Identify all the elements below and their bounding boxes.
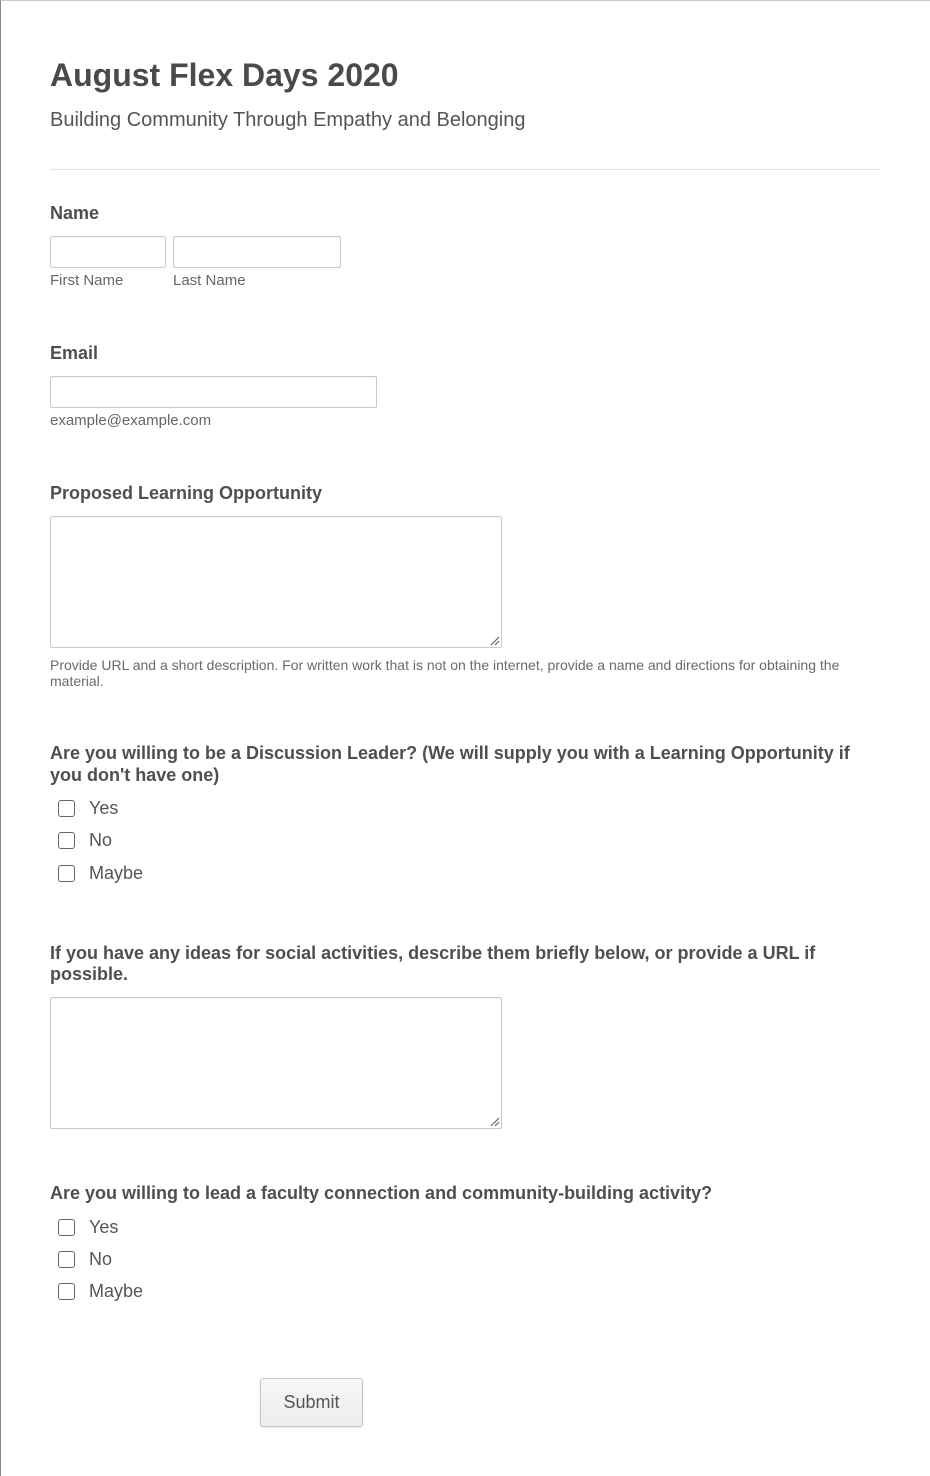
learning-opportunity-hint: Provide URL and a short description. For written work that is not on the internet, provide a name and directions for obtaining the material.	[50, 657, 840, 689]
lead-activity-label: Are you willing to lead a faculty connection and community-building activity?	[50, 1183, 713, 1203]
option-label: Yes	[89, 797, 119, 818]
option-label: No	[89, 1248, 113, 1269]
lead-activity-options	[50, 1215, 143, 1303]
lead-activity-option-no[interactable]	[50, 1247, 143, 1271]
discussion-leader-options	[50, 796, 143, 885]
discussion-leader-option-yes[interactable]	[50, 796, 143, 820]
option-label: Maybe	[89, 1280, 144, 1301]
checkbox-icon[interactable]	[58, 800, 75, 817]
lead-activity-option-maybe[interactable]	[50, 1279, 143, 1303]
checkbox-icon[interactable]	[58, 1283, 75, 1300]
last-name-input[interactable]	[173, 236, 341, 268]
resize-grip-icon[interactable]	[490, 1117, 500, 1127]
social-ideas-label: If you have any ideas for social activities, describe them briefly below, or provide a URL if possible.	[50, 943, 816, 984]
learning-opportunity-textarea[interactable]	[50, 516, 502, 648]
checkbox-icon[interactable]	[58, 1251, 75, 1268]
option-label: No	[89, 830, 113, 850]
resize-grip-icon[interactable]	[490, 636, 500, 646]
name-label: Name	[50, 203, 100, 223]
checkbox-icon[interactable]	[58, 1219, 75, 1236]
header-divider	[50, 169, 880, 170]
learning-opportunity-label: Proposed Learning Opportunity	[50, 483, 323, 503]
lead-activity-option-yes[interactable]	[50, 1215, 143, 1239]
email-sublabel: example@example.com	[50, 412, 212, 429]
social-ideas-textarea[interactable]	[50, 997, 502, 1129]
checkbox-icon[interactable]	[58, 832, 75, 849]
last-name-sublabel: Last Name	[173, 272, 246, 289]
discussion-leader-label: Are you willing to be a Discussion Leader? (We will supply you with a Learning Opportunity if you don't have one)	[50, 743, 850, 785]
form-title: August Flex Days 2020	[50, 57, 399, 93]
submit-button[interactable]: Submit	[260, 1378, 363, 1427]
email-input[interactable]	[50, 376, 377, 408]
first-name-sublabel: First Name	[50, 272, 124, 289]
form-subtitle: Building Community Through Empathy and Belonging	[50, 109, 526, 131]
learning-opportunity-wrapper	[50, 516, 502, 648]
checkbox-icon[interactable]	[58, 865, 75, 882]
first-name-input[interactable]	[50, 236, 166, 268]
social-ideas-wrapper	[50, 997, 502, 1129]
discussion-leader-option-maybe[interactable]	[50, 861, 143, 885]
option-label: Maybe	[89, 862, 144, 883]
email-label: Email	[50, 343, 99, 363]
option-label: Yes	[89, 1216, 119, 1237]
discussion-leader-option-no[interactable]	[50, 829, 143, 853]
